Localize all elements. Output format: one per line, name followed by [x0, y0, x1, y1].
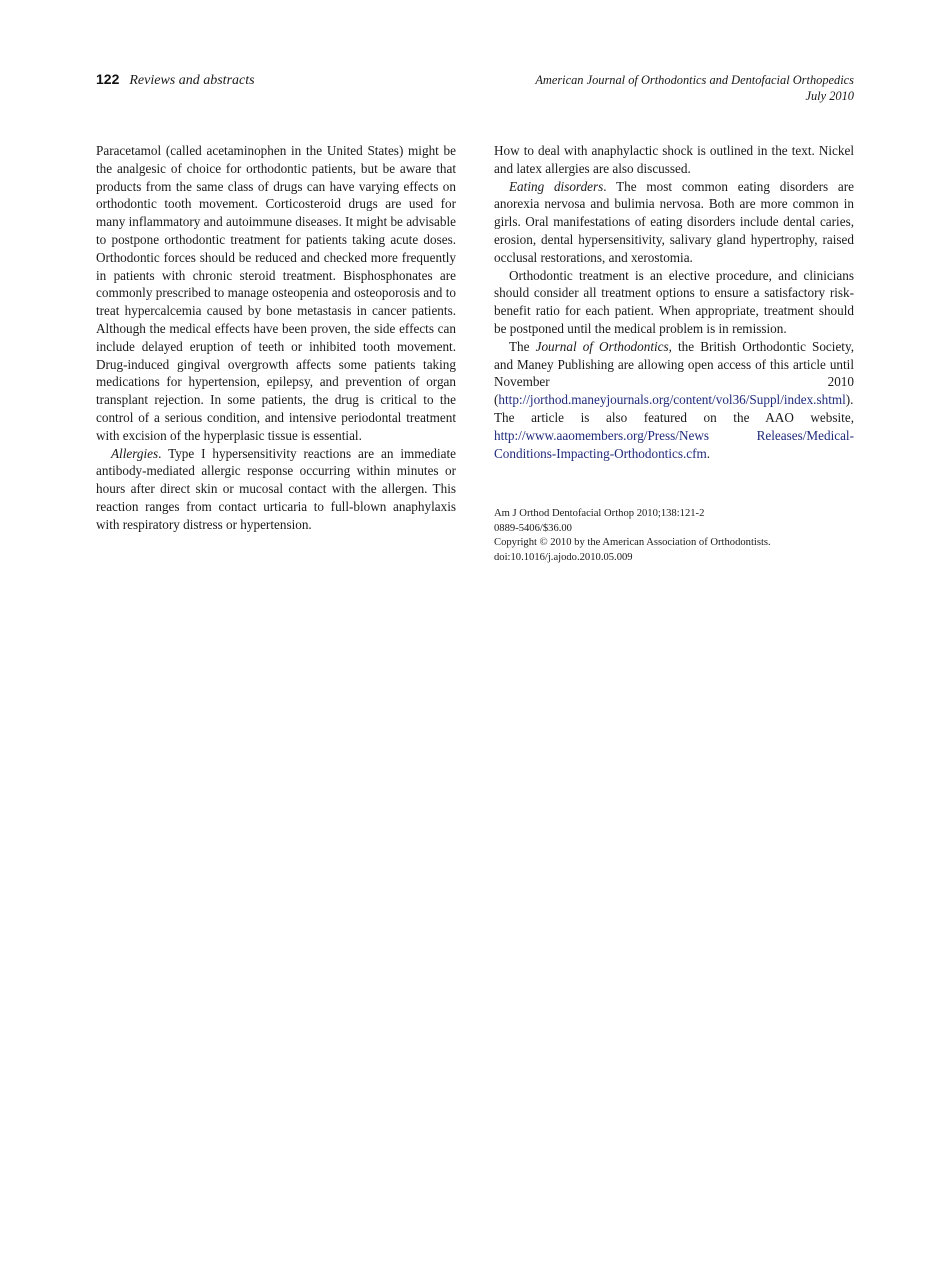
eating-disorders-heading: Eating disorders	[509, 178, 604, 194]
citation-copyright: Copyright © 2010 by the American Association of Orthodontists.	[494, 537, 771, 549]
paragraph-allergies	[96, 445, 456, 534]
section-title: Reviews and abstracts	[129, 73, 255, 88]
right-column	[494, 142, 854, 462]
allergies-text: . Type I hypersensitivity reactions are an immediate antibody-mediated allergic response occurring within minutes or hours after direct skin or mucosal contact with the allergen. This reaction ranges from contact urticaria to full-blown anaphylaxis with respiratory distress or hypertension.	[96, 445, 456, 532]
open-access-mid: , the British Orthodontic Society, and Maney Publishing are allowing open access of this article until November 2010 (	[494, 338, 854, 408]
paragraph-open-access	[494, 338, 854, 463]
page-number: 122	[96, 71, 120, 87]
jorthod-link[interactable]: http://jorthod.maneyjournals.org/content/vol36/Suppl/index.shtml	[498, 392, 846, 408]
paragraph-medications: Paracetamol (called acetaminophen in the United States) might be the analgesic of choice for orthodontic patients, but be aware that products from the same class of drugs can have varying effects on orthodontic tooth movement. Corticosteroid drugs are used for many inflammatory and autoimmune diseases. It might be advisable to postpone orthodontic treatment for patients taking acute doses. Orthodontic forces should be reduced and checked more frequently in patients with chronic steroid treatment. Bisphosphonates are commonly prescribed to manage osteopenia and osteoporosis and to treat hypercalcemia caused by bone metastasis in cancer patients. Although the medical effects have been proven, the side effects can include delayed eruption of teeth or inhibited tooth movement. Drug-induced gingival overgrowth affects some patients taking medications for hypertension, epilepsy, and prevention of organ transplant rejection. In some patients, the drug is critical to the control of a serious condition, and intensive periodontal treatment with excision of the hyperplasic tissue is essential.	[96, 143, 457, 443]
aao-website-link[interactable]: http://www.aaomembers.org/Press/News Releases/Medical-Conditions-Impacting-Orthodontics.cfm	[494, 427, 854, 461]
citation-reference: Am J Orthod Dentofacial Orthop 2010;138:121-2	[494, 508, 705, 519]
citation-issn-price: 0889-5406/$36.00	[494, 522, 572, 534]
open-access-pre: The	[509, 338, 536, 354]
journal-name: American Journal of Orthodontics and Dentofacial Orthopedics	[535, 73, 854, 87]
running-header-left	[96, 71, 255, 89]
paragraph-eating-disorders	[494, 178, 854, 267]
paragraph-elective-treatment: Orthodontic treatment is an elective procedure, and clinicians should consider all treatment options to ensure a satisfactory risk-benefit ratio for each patient. When appropriate, treatment should be postponed until the medical problem is in remission.	[494, 267, 854, 336]
eating-disorders-text: . The most common eating disorders are anorexia nervosa and bulimia nervosa. Both are more common in girls. Oral manifestations of eating disorders include dental caries, erosion, dental hypersensitivity, salivary gland hypertrophy, raised occlusal restorations, and xerostomia.	[494, 178, 854, 265]
paragraph-anaphylaxis: How to deal with anaphylactic shock is outlined in the text. Nickel and latex allergies are also discussed.	[494, 143, 854, 176]
citation-doi: doi:10.1016/j.ajodo.2010.05.009	[494, 551, 633, 563]
open-access-mid2: ). The article is also featured on the AAO website,	[494, 392, 854, 425]
left-column	[96, 142, 456, 534]
open-access-end: .	[706, 445, 711, 461]
allergies-heading: Allergies	[111, 445, 159, 461]
citation-block	[494, 507, 854, 565]
journal-of-orthodontics-title: Journal of Orthodontics	[535, 338, 669, 354]
issue-date: July 2010	[805, 89, 854, 103]
running-header-right	[535, 72, 854, 104]
